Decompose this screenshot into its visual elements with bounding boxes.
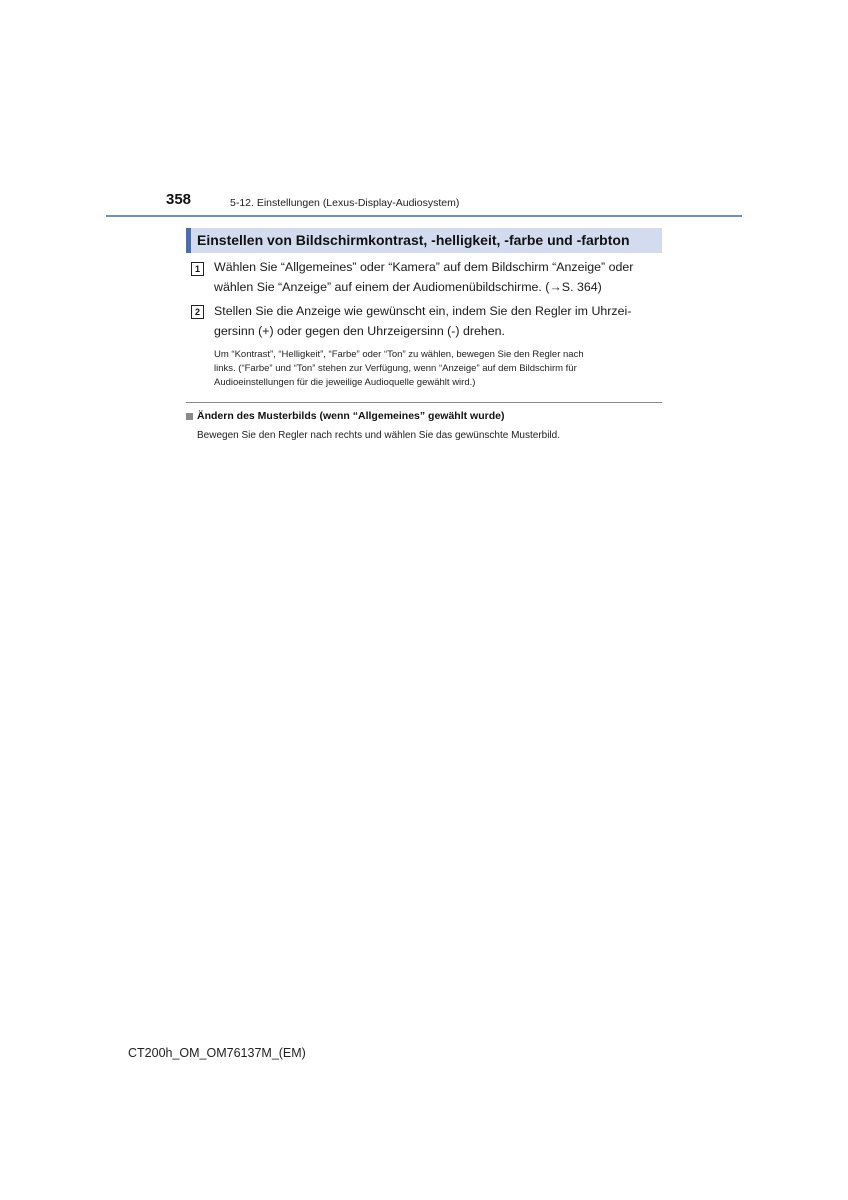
step-2-note-line-2: links. (“Farbe” und “Ton” stehen zur Verfügung, wenn “Anzeige” auf dem Bildschirm für bbox=[214, 363, 577, 374]
step-1-line-1: Wählen Sie “Allgemeines” oder “Kamera” auf dem Bildschirm “Anzeige” oder bbox=[214, 260, 634, 274]
subsection-text: Bewegen Sie den Regler nach rechts und wählen Sie das gewünschte Musterbild. bbox=[197, 430, 560, 441]
running-head: 5-12. Einstellungen (Lexus-Display-Audiosystem) bbox=[230, 197, 460, 209]
step-2-note-line-3: Audioeinstellungen für die jeweilige Audioquelle gewählt wird.) bbox=[214, 377, 476, 388]
page-number: 358 bbox=[166, 191, 192, 208]
step-number-1: 1 bbox=[191, 262, 204, 276]
subsection-title: Ändern des Musterbilds (wenn “Allgemeines” gewählt wurde) bbox=[197, 410, 505, 422]
section-title: Einstellen von Bildschirmkontrast, -helligkeit, -farbe und -farbton bbox=[197, 232, 630, 248]
square-bullet-icon bbox=[186, 413, 193, 420]
step-2-line-2: gersinn (+) oder gegen den Uhrzeigersinn (-) drehen. bbox=[214, 324, 505, 338]
step-2-note-line-1: Um “Kontrast”, “Helligkeit”, “Farbe” oder “Ton” zu wählen, bewegen Sie den Regler nach bbox=[214, 349, 584, 360]
section-divider bbox=[186, 402, 662, 403]
step-1-line-2: wählen Sie “Anzeige” auf einem der Audiomenübildschirme. (→S. 364) bbox=[214, 280, 602, 294]
step-number-2: 2 bbox=[191, 305, 204, 319]
footer-document-code: CT200h_OM_OM76137M_(EM) bbox=[128, 1046, 306, 1060]
header-rule bbox=[106, 215, 742, 217]
step-2-line-1: Stellen Sie die Anzeige wie gewünscht ein, indem Sie den Regler im Uhrzei- bbox=[214, 304, 632, 318]
